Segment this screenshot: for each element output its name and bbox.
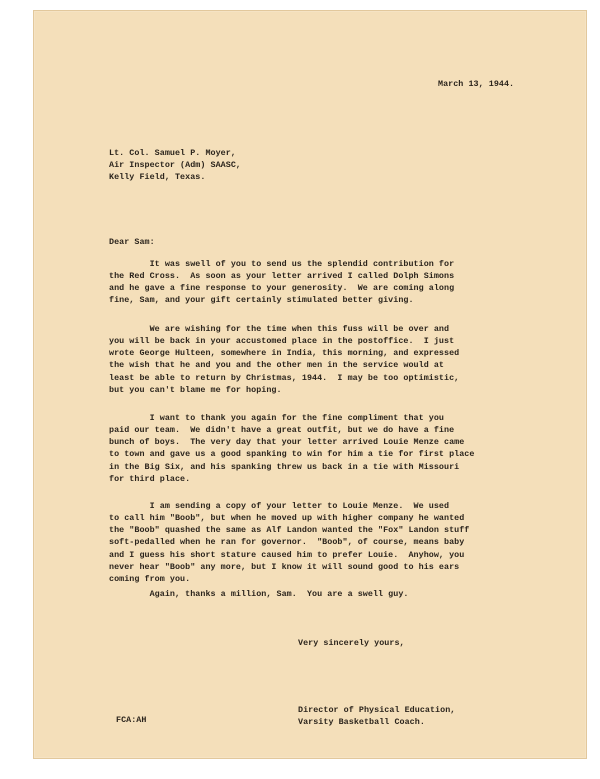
body-line: Again, thanks a million, Sam. You are a swell guy. — [109, 589, 409, 599]
signature-title-line: Director of Physical Education, — [298, 705, 456, 715]
recipient-line-title: Air Inspector (Adm) SAASC, — [109, 160, 241, 170]
recipient-line-location: Kelly Field, Texas. — [109, 172, 206, 182]
body-line: soft-pedalled when he ran for governor. "Boob", of course, means baby — [109, 537, 465, 548]
body-line: least be able to return by Christmas, 1944. I may be too optimistic, — [109, 372, 460, 383]
body-line: wrote George Hulteen, somewhere in India, this morning, and expressed — [109, 348, 460, 359]
body-line: and I guess his short stature caused him to prefer Louie. Anyhow, you — [109, 549, 465, 560]
body-line: and he gave a fine response to your generosity. We are coming along — [109, 283, 455, 294]
paragraph-war-wishes — [109, 323, 459, 396]
body-line: you will be back in your accustomed place in the postoffice. I just — [109, 336, 455, 347]
paragraph-red-cross — [109, 258, 454, 307]
body-line: fine, Sam, and your gift certainly stimulated better giving. — [109, 295, 414, 306]
body-line: to call him "Boob", but when he moved up with higher company he wanted — [109, 513, 465, 524]
body-line: never hear "Boob" any more, but I know it will sound good to his ears — [109, 561, 460, 572]
body-line: I want to thank you again for the fine compliment that you — [109, 413, 445, 423]
letter-date: March 13, 1944. — [438, 79, 515, 89]
signature-role-line: Varsity Basketball Coach. — [298, 717, 425, 727]
salutation: Dear Sam: — [109, 237, 155, 247]
paragraph-thanks — [109, 588, 408, 600]
body-line: the Red Cross. As soon as your letter arrived I called Dolph Simons — [109, 271, 455, 282]
body-line: but you can't blame me for hoping. — [109, 384, 282, 395]
body-line: I am sending a copy of your letter to Louie Menze. We used — [109, 501, 450, 511]
body-line: It was swell of you to send us the splendid contribution for — [109, 259, 455, 269]
body-line: the wish that he and you and the other men in the service would at — [109, 360, 445, 371]
paragraph-louie-menze — [109, 500, 469, 585]
body-line: bunch of boys. The very day that your letter arrived Louie Menze came — [109, 437, 465, 448]
recipient-line-name: Lt. Col. Samuel P. Moyer, — [109, 148, 236, 158]
body-line: paid our team. We didn't have a great outfit, but we do have a fine — [109, 425, 455, 436]
body-line: in the Big Six, and his spanking threw us back in a tie with Missouri — [109, 461, 460, 472]
body-line: the "Boob" quashed the same as Alf Landon wanted the "Fox" Landon stuff — [109, 525, 470, 536]
reference-initials: FCA:AH — [116, 715, 147, 725]
letter-page — [33, 10, 587, 759]
body-line: We are wishing for the time when this fuss will be over and — [109, 324, 450, 334]
paragraph-team-compliment — [109, 412, 474, 485]
complimentary-closing: Very sincerely yours, — [298, 638, 405, 648]
body-line: coming from you. — [109, 573, 191, 584]
body-line: to town and gave us a good spanking to win for him a tie for first place — [109, 449, 475, 460]
body-line: for third place. — [109, 473, 191, 484]
